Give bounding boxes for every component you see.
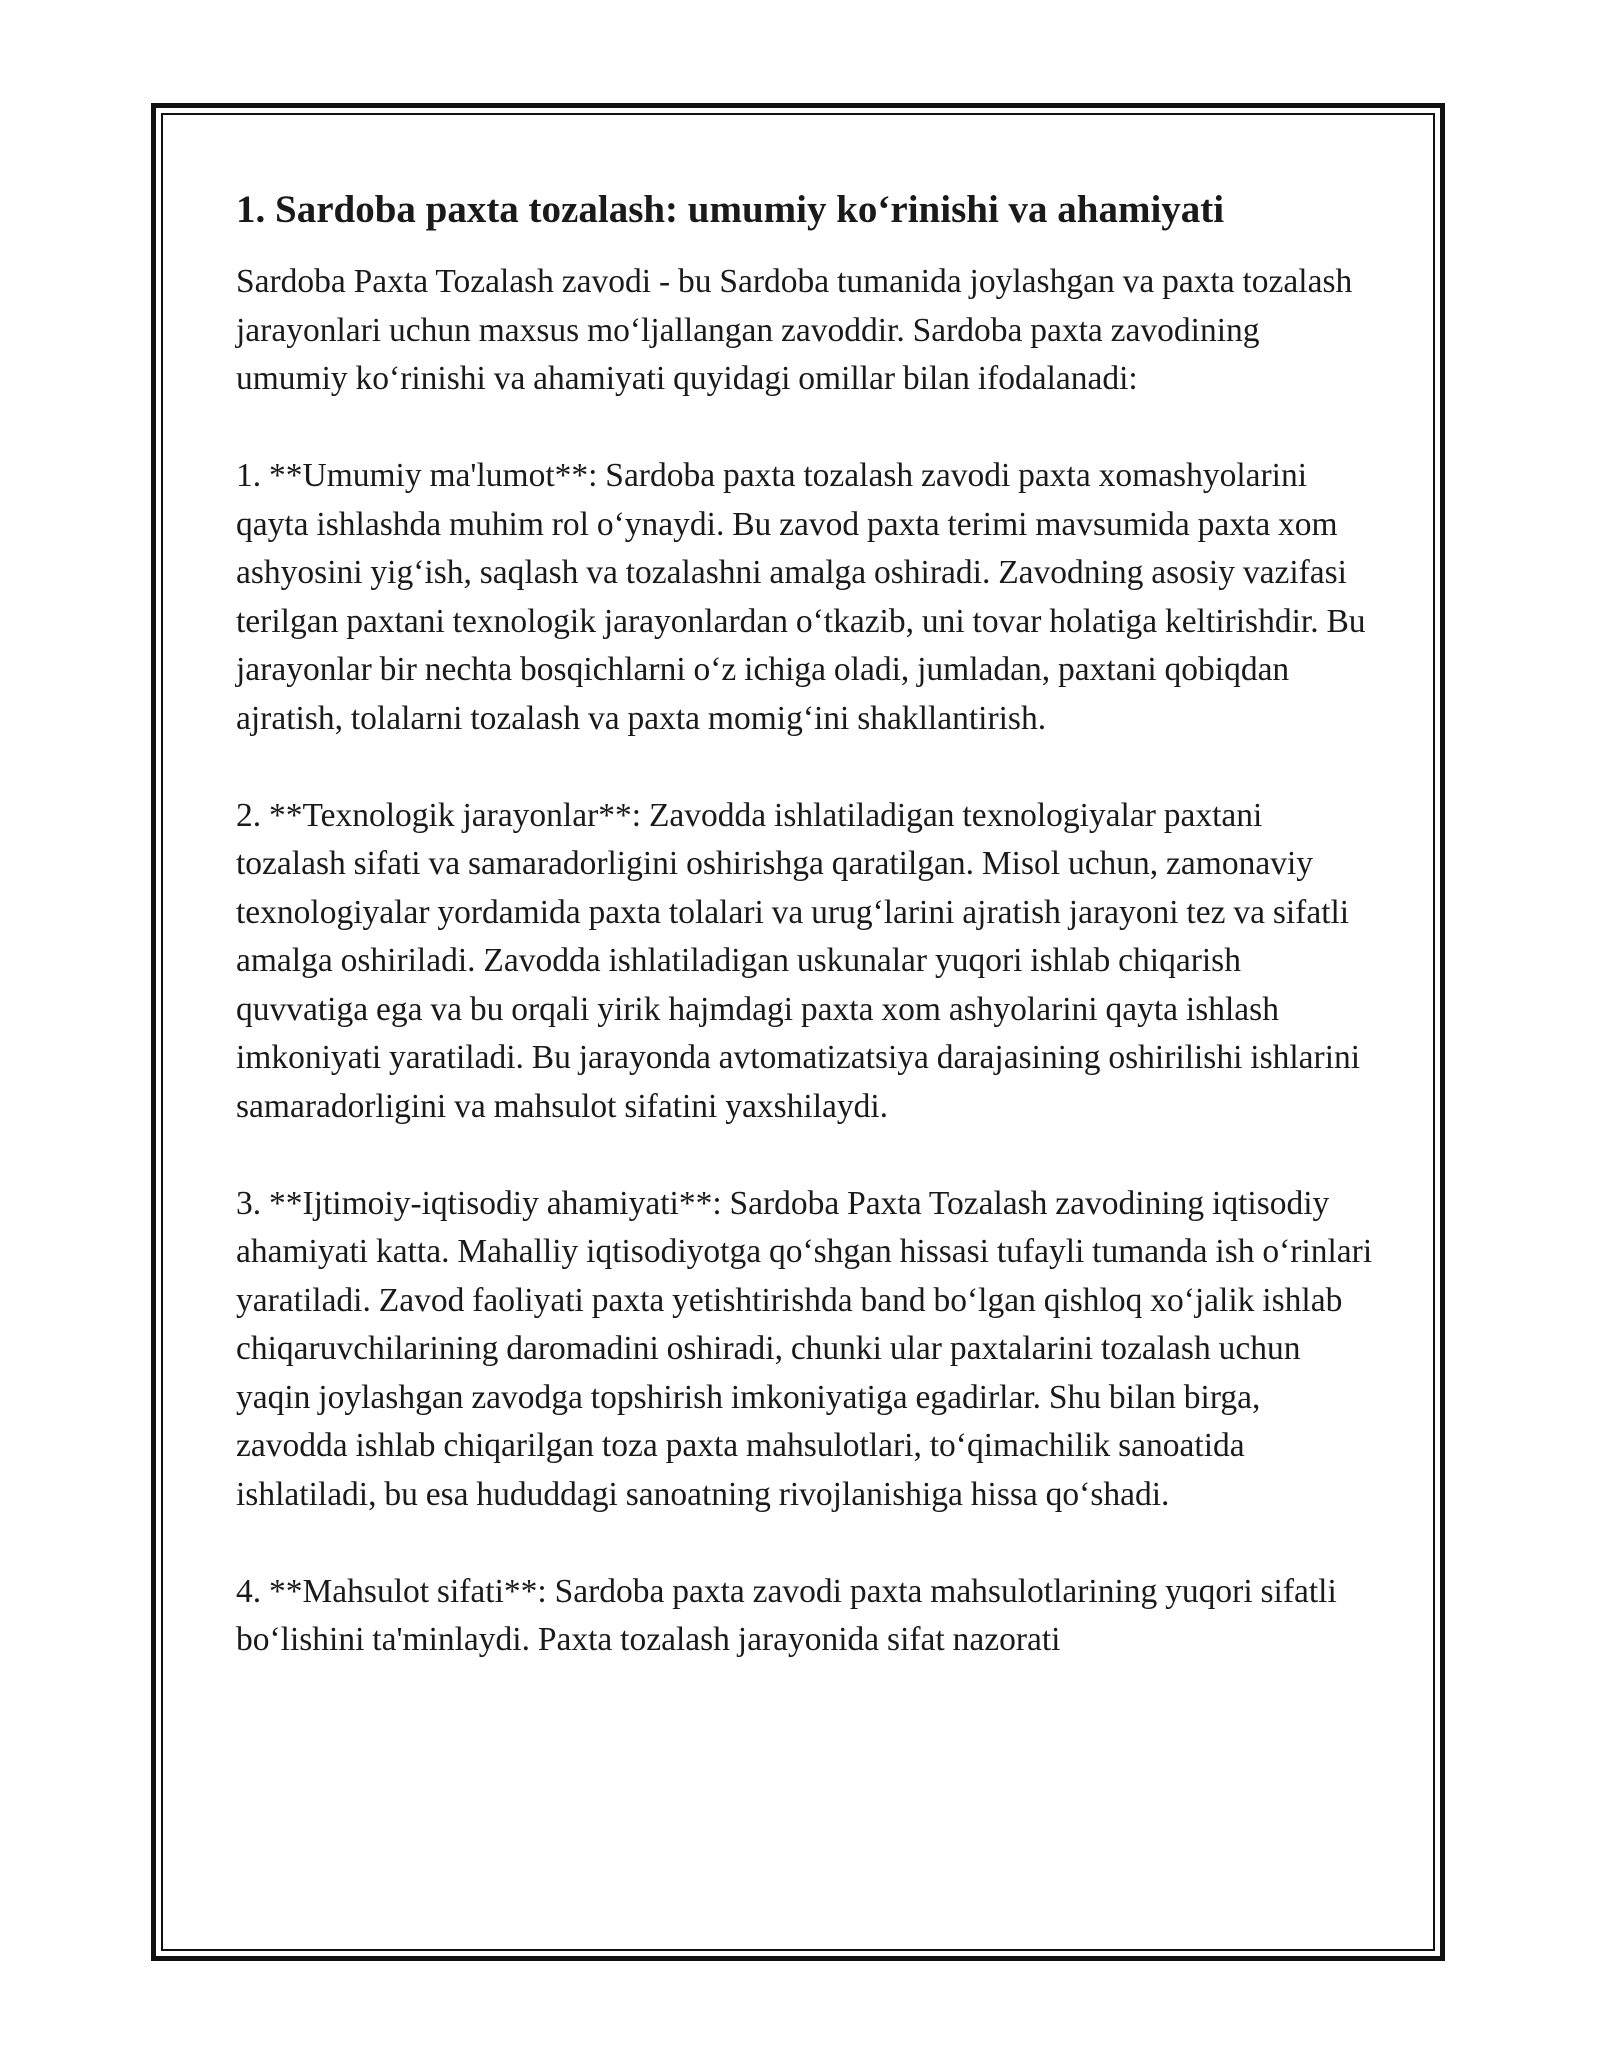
paragraph-texnologik-jarayonlar: 2. **Texnologik jarayonlar**: Zavodda ishlatiladigan texnologiyalar paxtani tozalash sifati va samaradorligini oshirishga qaratilgan. Misol uchun, zamonaviy texnologiyalar yordamida paxta tolalari va urugʻlarini ajratish jarayoni tez va sifatli amalga oshiriladi. Zavodda ishlatiladigan uskunalar yuqori ishlab chiqarish quvvatiga ega va bu orqali yirik hajmdagi paxta xom ashyolarini qayta ishlash imkoniyati yaratiladi. Bu jarayonda avtomatizatsiya darajasining oshirilishi ishlarini samaradorligini va mahsulot sifatini yaxshilaydi. — [236, 796, 1361, 1125]
section-heading: 1. Sardoba paxta tozalash: umumiy koʻrinishi va ahamiyati — [236, 188, 1225, 231]
paragraph-mahsulot-sifati: 4. **Mahsulot sifati**: Sardoba paxta zavodi paxta mahsulotlarining yuqori sifatli boʻlishini ta'minlaydi. Paxta tozalash jarayonida sifat nazorati — [236, 1572, 1337, 1658]
paragraph-ijtimoiy-iqtisodiy: 3. **Ijtimoiy-iqtisodiy ahamiyati**: Sardoba Paxta Tozalash zavodining iqtisodiy ahamiyati katta. Mahalliy iqtisodiyotga qoʻshgan hissasi tufayli tumanda ish oʻrinlari yaratiladi. Zavod faoliyati paxta yetishtirishda band boʻlgan qishloq xoʻjalik ishlab chiqaruvchilarining daromadini oshiradi, chunki ular paxtalarini tozalash uchun yaqin joylashgan zavodga topshirish imkoniyatiga egadirlar. Shu bilan birga, zavodda ishlab chiqarilgan toza paxta mahsulotlari, toʻqimachilik sanoatida ishlatiladi, bu esa hududdagi sanoatning rivojlanishiga hissa qoʻshadi. — [236, 1184, 1373, 1513]
document-content — [236, 184, 1376, 1665]
paragraph-umumiy-malumot: 1. **Umumiy ma'lumot**: Sardoba paxta tozalash zavodi paxta xomashyolarini qayta ishlashda muhim rol oʻynaydi. Bu zavod paxta terimi mavsumida paxta xom ashyosini yigʻish, saqlash va tozalashni amalga oshiradi. Zavodning asosiy vazifasi terilgan paxtani texnologik jarayonlardan oʻtkazib, uni tovar holatiga keltirishdir. Bu jarayonlar bir nechta bosqichlarni oʻz ichiga oladi, jumladan, paxtani qobiqdan ajratish, tolalarni tozalash va paxta momigʻini shakllantirish. — [236, 457, 1366, 737]
intro-paragraph: Sardoba Paxta Tozalash zavodi - bu Sardoba tumanida joylashgan va paxta tozalash jarayonlari uchun maxsus moʻljallangan zavoddir. Sardoba paxta zavodining umumiy koʻrinishi va ahamiyati quyidagi omillar bilan ifodalanadi: — [236, 263, 1353, 397]
